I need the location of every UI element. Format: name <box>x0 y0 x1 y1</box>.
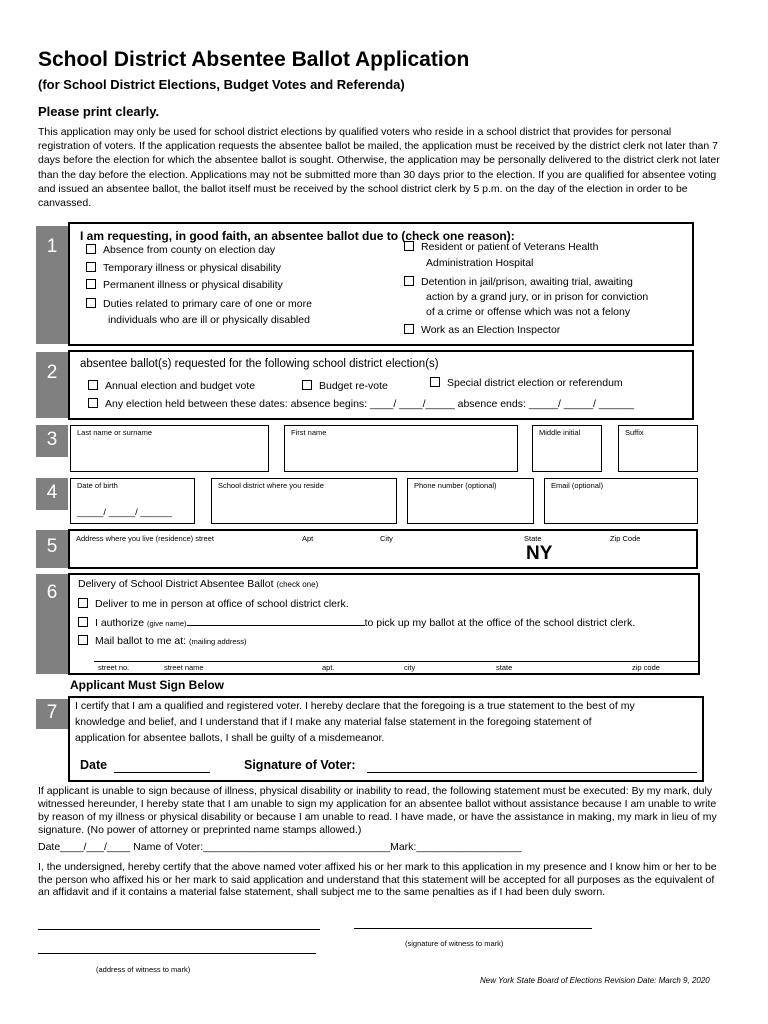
form-subtitle: (for School District Elections, Budget Votes and Referenda) <box>38 77 405 92</box>
section-7-box <box>68 696 704 782</box>
reason-detention-line2: action by a grand jury, or in prison for conviction <box>426 291 649 303</box>
email-field[interactable]: Email (optional) <box>544 478 698 524</box>
checkbox[interactable] <box>86 244 96 254</box>
witness-address-caption: (address of witness to mark) <box>96 965 191 974</box>
date-line[interactable] <box>114 760 210 773</box>
section-6-heading: Delivery of School District Absentee Ballot (check one) <box>78 578 319 590</box>
checkbox[interactable] <box>302 380 312 390</box>
state-value: NY <box>526 543 553 564</box>
reason-primary-care-line2: individuals who are ill or physically disabled <box>108 314 310 326</box>
certification-line-2: knowledge and belief, and I understand that if I make any material false statement in the foregoing statement of <box>75 716 592 728</box>
form-title: School District Absentee Ballot Application <box>38 48 470 71</box>
middle-initial-field[interactable]: Middle initial <box>532 425 602 472</box>
first-name-field[interactable]: First name <box>284 425 518 472</box>
section-number-3: 3 <box>36 425 68 457</box>
section-number-2: 2 <box>36 352 68 418</box>
checkbox[interactable] <box>430 377 440 387</box>
certification-line-1: I certify that I am a qualified and registered voter. I hereby declare that the foregoing is a true statement to the best of my <box>75 700 635 712</box>
reason-detention-line3: of a crime or offense which was not a felony <box>426 306 631 318</box>
last-name-field[interactable]: Last name or surname <box>70 425 269 472</box>
checkbox[interactable] <box>88 398 98 408</box>
revision-footer: New York State Board of Elections Revision Date: March 9, 2020 <box>480 976 710 985</box>
checkbox[interactable] <box>404 324 414 334</box>
section-number-6: 6 <box>36 574 68 674</box>
mailing-address-line[interactable] <box>94 661 698 662</box>
reason-veterans-line2: Administration Hospital <box>426 257 534 269</box>
checkbox[interactable] <box>78 598 88 608</box>
section-1-box <box>68 222 694 346</box>
checkbox[interactable] <box>404 276 414 286</box>
checkbox[interactable] <box>78 635 88 645</box>
mark-paragraph: If applicant is unable to sign because of illness, physical disability or inability to read, the following statement must be executed: By my mark, duly witnessed hereunder, I hereby state that I am unable to sign my application for an absentee ballot without assistance because I am unable to write by reason of my illness or physical disability or because I am unable to read. I have made, or have the assistance in making, my mark in lieu of my signature. (No power of attorney or preprinted name stamps allowed.) <box>38 785 717 836</box>
sign-below-heading: Applicant Must Sign Below <box>70 678 225 692</box>
election-special[interactable]: Special district election or referendum <box>430 377 623 389</box>
section-number-4: 4 <box>36 478 68 510</box>
election-annual[interactable]: Annual election and budget vote <box>88 380 255 392</box>
certification-line-3: application for absentee ballots, I shall be guilty of a misdemeanor. <box>75 732 385 744</box>
delivery-mail[interactable]: Mail ballot to me at: (mailing address) <box>78 635 247 647</box>
school-district-field[interactable]: School district where you reside <box>211 478 397 524</box>
checkbox[interactable] <box>86 298 96 308</box>
authorized-name-line[interactable] <box>187 625 365 626</box>
reason-veterans[interactable]: Resident or patient of Veterans Health <box>404 241 598 253</box>
mark-date-name-line[interactable]: Date____/___/____ Name of Voter:________________________________Mark:__________________ <box>38 841 522 853</box>
address-field[interactable]: Address where you live (residence) street Apt City State NY Zip Code <box>68 529 698 569</box>
date-of-birth-field[interactable]: Date of birth _____/ _____/ ______ <box>70 478 195 524</box>
date-label: Date <box>80 758 108 772</box>
please-print-note: Please print clearly. <box>38 104 160 119</box>
reason-election-inspector[interactable]: Work as an Election Inspector <box>404 324 560 336</box>
intro-paragraph: This application may only be used for school district elections by qualified voters who reside in a school district that provides for personal registration of voters. If the application requests the absentee ballot be mailed, the application must be received by the district clerk not later than 7 days before the election for which the absentee ballot is sought. Otherwise, the application may be personally delivered to the district clerk not later than the day before the election. Applications may not be submitted more than 30 days prior to the election. If you are qualified for absentee voting and issued an absentee ballot, the ballot itself must be received by the school district clerk by 5 p.m. on the day of the election in order to be canvassed. <box>38 126 720 210</box>
reason-detention[interactable]: Detention in jail/prison, awaiting trial, awaiting <box>404 276 633 288</box>
reason-permanent-illness[interactable]: Permanent illness or physical disability <box>86 279 283 291</box>
witness-paragraph: I, the undersigned, hereby certify that the above named voter affixed his or her mark to this application in my presence and I know him or her to be the person who affixed his or her mark to said application and understand that this statement will be accepted for all purposes as the equivalent of an affidavit and if it contains a material false statement, shall subject me to the same penalties as if I had been duly sworn. <box>38 861 717 898</box>
checkbox[interactable] <box>86 279 96 289</box>
election-budget-revote[interactable]: Budget re-vote <box>302 380 388 392</box>
section-number-1: 1 <box>36 226 68 344</box>
section-1-heading: I am requesting, in good faith, an absentee ballot due to (check one reason): <box>80 229 515 243</box>
delivery-authorize[interactable]: I authorize (give name) to pick up my ballot at the office of the school district clerk. <box>78 617 635 629</box>
checkbox[interactable] <box>404 241 414 251</box>
reason-temporary-illness[interactable]: Temporary illness or physical disability <box>86 262 281 274</box>
suffix-field[interactable]: Suffix <box>618 425 698 472</box>
signature-label: Signature of Voter: <box>244 758 356 772</box>
phone-field[interactable]: Phone number (optional) <box>407 478 534 524</box>
signature-line[interactable] <box>367 760 697 773</box>
checkbox[interactable] <box>86 262 96 272</box>
reason-absence[interactable]: Absence from county on election day <box>86 244 275 256</box>
checkbox[interactable] <box>88 380 98 390</box>
section-number-5: 5 <box>36 530 68 568</box>
witness-address-line[interactable] <box>38 953 316 954</box>
checkbox[interactable] <box>78 617 88 627</box>
section-2-heading: absentee ballot(s) requested for the following school district election(s) <box>80 358 439 370</box>
section-2-box <box>68 350 694 420</box>
section-number-7: 7 <box>36 699 68 729</box>
witness-line-left[interactable] <box>38 929 320 930</box>
delivery-in-person[interactable]: Deliver to me in person at office of school district clerk. <box>78 598 349 610</box>
election-any-dates[interactable]: Any election held between these dates: absence begins: ____/ ____/_____ absence ends: _____/ _____/ ______ <box>88 398 634 410</box>
section-6-box: Delivery of School District Absentee Ballot (check one) Deliver to me in person at office of school district clerk. I authorize (give name) to pick up my ballot at the office of the school district clerk. Mail ballot to me at: (mailing address) street no. street name apt. city state zip code <box>68 573 700 675</box>
reason-primary-care[interactable]: Duties related to primary care of one or more <box>86 298 312 310</box>
witness-signature-line[interactable] <box>354 928 592 929</box>
witness-signature-caption: (signature of witness to mark) <box>405 939 504 948</box>
